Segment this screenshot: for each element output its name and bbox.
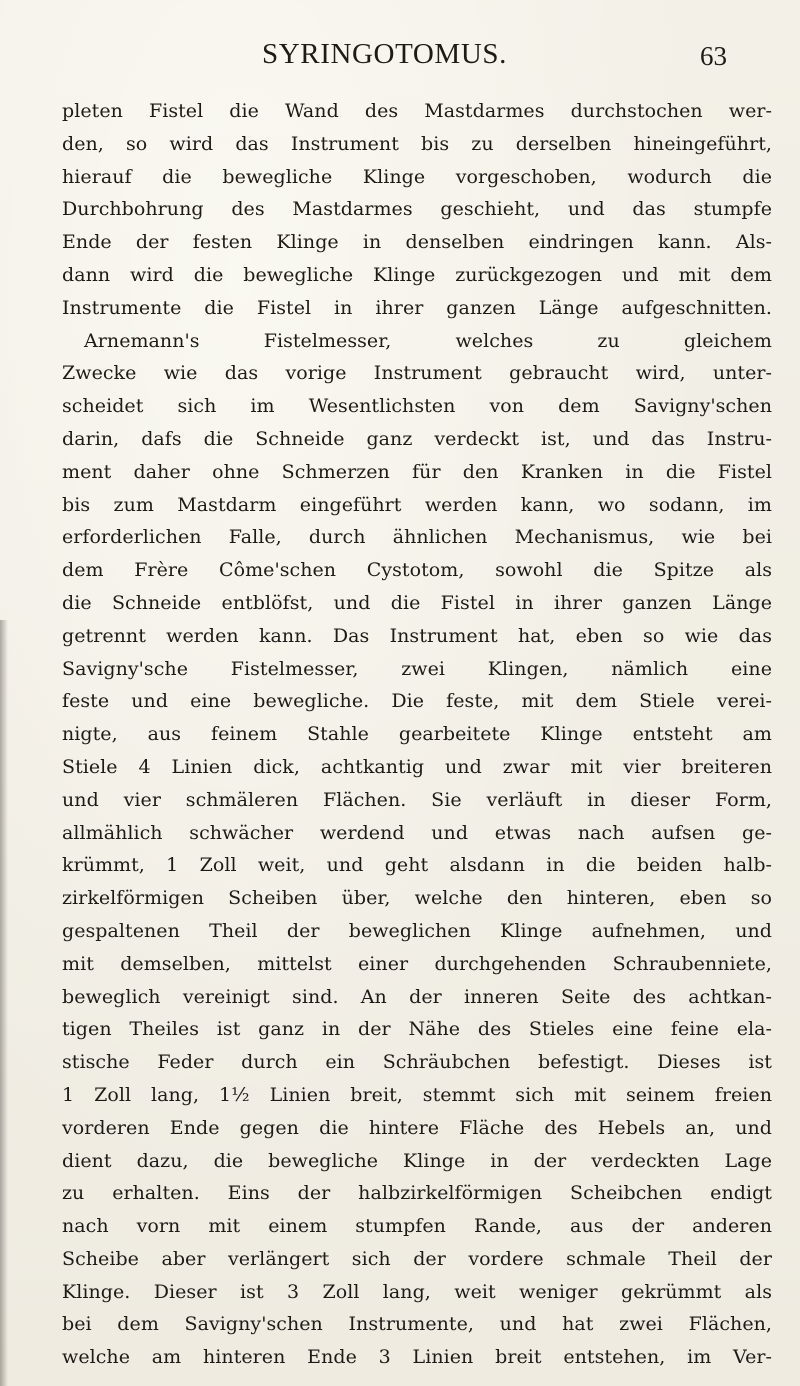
text-line: Savigny'sche Fistelmesser, zwei Klingen, nämlich eine bbox=[62, 657, 772, 680]
text-line: dient dazu, die bewegliche Klinge in der verdeckten Lage bbox=[62, 1149, 772, 1172]
text-line: und vier schmäleren Flächen. Sie verläuft in dieser Form, bbox=[62, 788, 772, 811]
text-line: gespaltenen Theil der beweglichen Klinge aufnehmen, und bbox=[62, 919, 772, 942]
text-line: stische Feder durch ein Schräubchen befestigt. Dieses ist bbox=[62, 1051, 772, 1074]
text-line: dann wird die bewegliche Klinge zurückgezogen und mit dem bbox=[62, 263, 772, 286]
text-line: allmählich schwächer werdend und etwas nach aufsen ge- bbox=[62, 821, 772, 844]
text-line: zu erhalten. Eins der halbzirkelförmigen Scheibchen endigt bbox=[62, 1182, 772, 1205]
text-line: feste und eine bewegliche. Die feste, mit dem Stiele verei- bbox=[62, 690, 772, 713]
text-line: Zwecke wie das vorige Instrument gebraucht wird, unter- bbox=[62, 362, 772, 385]
text-line: krümmt, 1 Zoll weit, und geht alsdann in die beiden halb- bbox=[62, 854, 772, 877]
text-line: beweglich vereinigt sind. An der inneren Seite des achtkan- bbox=[62, 985, 772, 1008]
text-line: Durchbohrung des Mastdarmes geschieht, und das stumpfe bbox=[62, 198, 772, 221]
text-line: Scheibe aber verlängert sich der vordere schmale Theil der bbox=[62, 1247, 772, 1270]
text-line: scheidet sich im Wesentlichsten von dem Savigny'schen bbox=[62, 395, 772, 418]
text-line: Klinge. Dieser ist 3 Zoll lang, weit weniger gekrümmt als bbox=[62, 1280, 772, 1303]
text-line: mit demselben, mittelst einer durchgehenden Schraubenniete, bbox=[62, 952, 772, 975]
text-line: pleten Fistel die Wand des Mastdarmes durchstochen wer- bbox=[62, 100, 772, 122]
text-line: bei dem Savigny'schen Instrumente, und hat zwei Flächen, bbox=[62, 1313, 772, 1336]
text-line: Arnemann's Fistelmesser, welches zu gleichem bbox=[84, 329, 772, 352]
text-line: den, so wird das Instrument bis zu derselben hineingeführt, bbox=[62, 132, 772, 155]
text-line: Stiele 4 Linien dick, achtkantig und zwar mit vier breiteren bbox=[62, 755, 772, 778]
text-line: dem Frère Côme'schen Cystotom, sowohl die Spitze als bbox=[62, 559, 772, 582]
text-line: erforderlichen Falle, durch ähnlichen Mechanismus, wie bei bbox=[62, 526, 772, 549]
text-line: hierauf die bewegliche Klinge vorgeschoben, wodurch die bbox=[62, 165, 772, 188]
text-line: zirkelförmigen Scheiben über, welche den hinteren, eben so bbox=[62, 887, 772, 910]
text-line: ment daher ohne Schmerzen für den Kranken in die Fistel bbox=[62, 460, 772, 483]
page-number: 63 bbox=[700, 41, 727, 71]
running-title: SYRINGOTOMUS. bbox=[262, 38, 507, 70]
text-line: nigte, aus feinem Stahle gearbeitete Klinge entsteht am bbox=[62, 723, 772, 746]
text-line: getrennt werden kann. Das Instrument hat, eben so wie das bbox=[62, 624, 772, 647]
body-text bbox=[62, 95, 772, 1374]
text-line: welche am hinteren Ende 3 Linien breit entstehen, im Ver- bbox=[62, 1346, 772, 1369]
page-edge-shadow bbox=[0, 620, 8, 1386]
text-line: tigen Theiles ist ganz in der Nähe des Stieles eine feine ela- bbox=[62, 1018, 772, 1041]
text-line: die Schneide entblöfst, und die Fistel in ihrer ganzen Länge bbox=[62, 591, 772, 614]
text-line: bis zum Mastdarm eingeführt werden kann, wo sodann, im bbox=[62, 493, 772, 516]
text-line: 1 Zoll lang, 1½ Linien breit, stemmt sich mit seinem freien bbox=[62, 1083, 772, 1106]
text-line: nach vorn mit einem stumpfen Rande, aus der anderen bbox=[62, 1215, 772, 1238]
text-line: Instrumente die Fistel in ihrer ganzen Länge aufgeschnitten. bbox=[62, 296, 772, 319]
text-line: darin, dafs die Schneide ganz verdeckt ist, und das Instru- bbox=[62, 427, 772, 450]
page-header bbox=[0, 36, 800, 76]
text-line: vorderen Ende gegen die hintere Fläche des Hebels an, und bbox=[62, 1116, 772, 1139]
text-line: Ende der festen Klinge in denselben eindringen kann. Als- bbox=[62, 231, 772, 254]
